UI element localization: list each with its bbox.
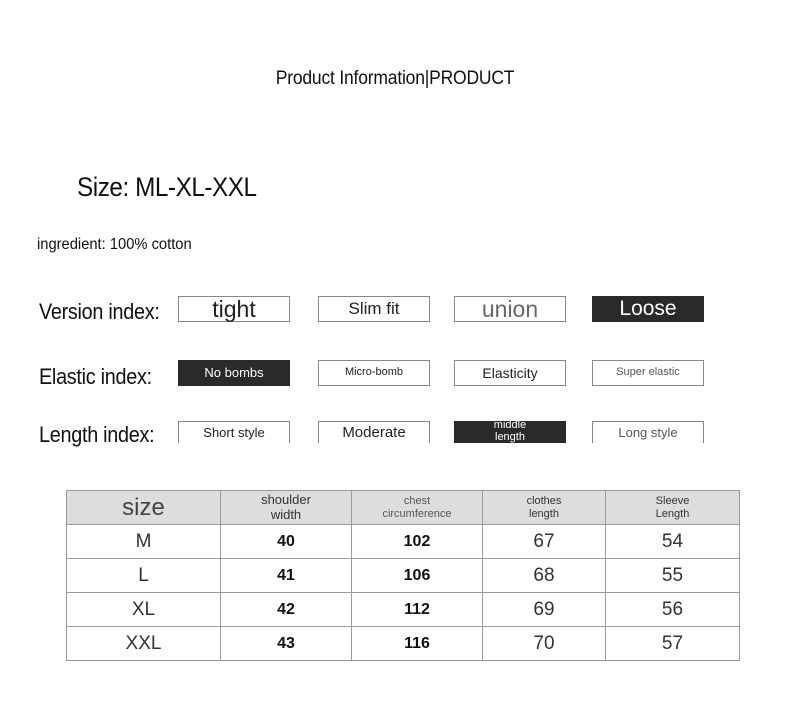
- clothes-length-cell: 70: [483, 627, 606, 661]
- header-sleeve-length: Sleeve Length: [606, 491, 740, 525]
- size-cell: M: [67, 525, 221, 559]
- sleeve-length-cell: 55: [606, 559, 740, 593]
- version-index-label: Version index:: [39, 299, 160, 324]
- ingredient-text: ingredient: 100% cotton: [37, 236, 192, 253]
- elastic-option-no-bombs: No bombs: [178, 360, 290, 386]
- chest-cell: 112: [352, 593, 483, 627]
- header-size: size: [67, 491, 221, 525]
- size-cell: L: [67, 559, 221, 593]
- chest-cell: 102: [352, 525, 483, 559]
- table-row: [67, 593, 740, 627]
- page-title: Product Information|PRODUCT: [275, 68, 515, 89]
- length-option-moderate: Moderate: [318, 421, 430, 443]
- sleeve-length-cell: 57: [606, 627, 740, 661]
- elastic-option-micro-bomb: Micro-bomb: [318, 360, 430, 386]
- chest-cell: 106: [352, 559, 483, 593]
- version-option-loose: Loose: [592, 296, 704, 322]
- chest-cell: 116: [352, 627, 483, 661]
- size-chart-table: [66, 490, 740, 661]
- elastic-option-super-elastic: Super elastic: [592, 360, 704, 386]
- size-cell: XXL: [67, 627, 221, 661]
- table-row: [67, 559, 740, 593]
- sleeve-length-cell: 54: [606, 525, 740, 559]
- shoulder-width-cell: 40: [221, 525, 352, 559]
- size-cell: XL: [67, 593, 221, 627]
- sleeve-length-cell: 56: [606, 593, 740, 627]
- length-option-middle-length: middle length: [454, 421, 566, 443]
- length-index-label: Length index:: [39, 422, 155, 447]
- elastic-index-label: Elastic index:: [39, 364, 152, 389]
- clothes-length-cell: 68: [483, 559, 606, 593]
- version-option-union: union: [454, 296, 566, 322]
- header-clothes-length: clothes length: [483, 491, 606, 525]
- table-row: [67, 627, 740, 661]
- version-option-tight: tight: [178, 296, 290, 322]
- shoulder-width-cell: 42: [221, 593, 352, 627]
- header-chest-circumference: chest circumference: [352, 491, 483, 525]
- version-option-slim-fit: Slim fit: [318, 296, 430, 322]
- size-range: Size: ML-XL-XXL: [77, 172, 257, 202]
- shoulder-width-cell: 41: [221, 559, 352, 593]
- table-row: [67, 525, 740, 559]
- header-shoulder-width: shoulder width: [221, 491, 352, 525]
- length-option-long-style: Long style: [592, 421, 704, 443]
- table-header-row: [67, 491, 740, 525]
- clothes-length-cell: 67: [483, 525, 606, 559]
- clothes-length-cell: 69: [483, 593, 606, 627]
- length-option-short-style: Short style: [178, 421, 290, 443]
- elastic-option-elasticity: Elasticity: [454, 360, 566, 386]
- shoulder-width-cell: 43: [221, 627, 352, 661]
